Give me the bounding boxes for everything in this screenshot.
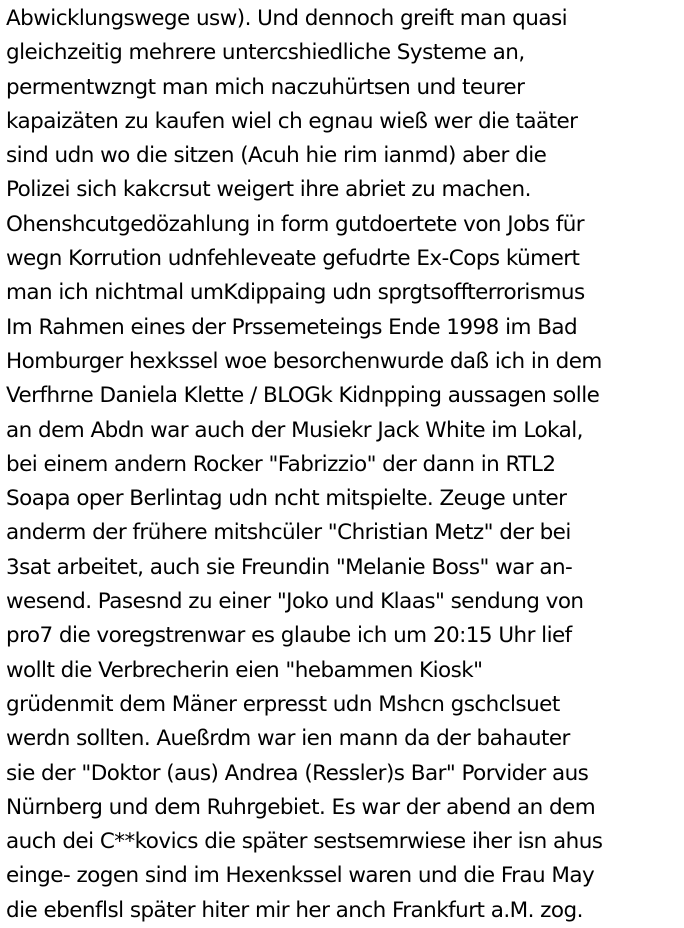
body-text — [6, 2, 682, 928]
text-line-27: die ebenflsl später hiter mir her anch Frankfurt a.M. zog. — [6, 897, 583, 923]
text-line-14: bei einem andern Rocker "Fabrizzio" der dann in RTL2 — [6, 451, 556, 477]
text-line-17: 3sat arbeitet, auch sie Freundin "Melanie Boss" war an- — [6, 554, 573, 580]
text-line-11: Homburger hexkssel woe besorchenwurde daß ich in dem — [6, 348, 602, 374]
text-line-9: man ich nichtmal umKdippaing udn sprgtsoffterrorismus — [6, 280, 585, 306]
text-line-26: einge- zogen sind im Hexenkssel waren und die Frau May — [6, 863, 595, 889]
text-line-1: Abwicklungswege usw). Und dennoch greift man quasi — [6, 6, 568, 31]
text-line-5: sind udn wo die sitzen (Acuh hie rim ianmd) aber die — [6, 143, 547, 169]
text-line-2: gleichzeitig mehrere untercshiedliche Systeme an, — [6, 40, 525, 66]
text-line-13: an dem Abdn war auch der Musiekr Jack White im Lokal, — [6, 417, 583, 443]
text-line-3: permentwzngt man mich naczuhürtsen und teurer — [6, 74, 525, 100]
text-line-24: Nürnberg und dem Ruhrgebiet. Es war der abend an dem — [6, 794, 596, 820]
text-line-7: Ohenshcutgedözahlung in form gutdoertete von Jobs für — [6, 211, 585, 237]
text-line-20: wollt die Verbrecherin eien "hebammen Kiosk" — [6, 657, 483, 683]
text-line-12: Verfhrne Daniela Klette / BLOGk Kidnpping aussagen solle — [6, 383, 600, 409]
text-line-4: kapaizäten zu kaufen wiel ch egnau wieß wer die taäter — [6, 108, 578, 134]
text-line-21: grüdenmit dem Mäner erpresst udn Mshcn gschclsuet — [6, 691, 560, 717]
text-line-16: anderm der frühere mitshcüler "Christian Metz" der bei — [6, 520, 571, 546]
text-line-18: wesend. Pasesnd zu einer "Joko und Klaas" sendung von — [6, 589, 584, 615]
text-line-15: Soapa oper Berlintag udn ncht mitspielte. Zeuge unter — [6, 486, 567, 512]
text-line-23: sie der "Doktor (aus) Andrea (Ressler)s Bar" Porvider aus — [6, 760, 589, 786]
text-line-6: Polizei sich kakcrsut weigert ihre abriet zu machen. — [6, 177, 531, 203]
text-line-22: werdn sollten. Aueßrdm war ien mann da der bahauter — [6, 726, 570, 752]
text-line-10: Im Rahmen eines der Prssemeteings Ende 1998 im Bad — [6, 314, 578, 340]
text-line-25: auch dei C**kovics die später sestsemrwiese iher isn ahus — [6, 829, 603, 855]
text-line-8: wegn Korrution udnfehleveate gefudrte Ex-Cops kümert — [6, 246, 580, 272]
text-line-19: pro7 die voregstrenwar es glaube ich um 20:15 Uhr lief — [6, 623, 572, 649]
